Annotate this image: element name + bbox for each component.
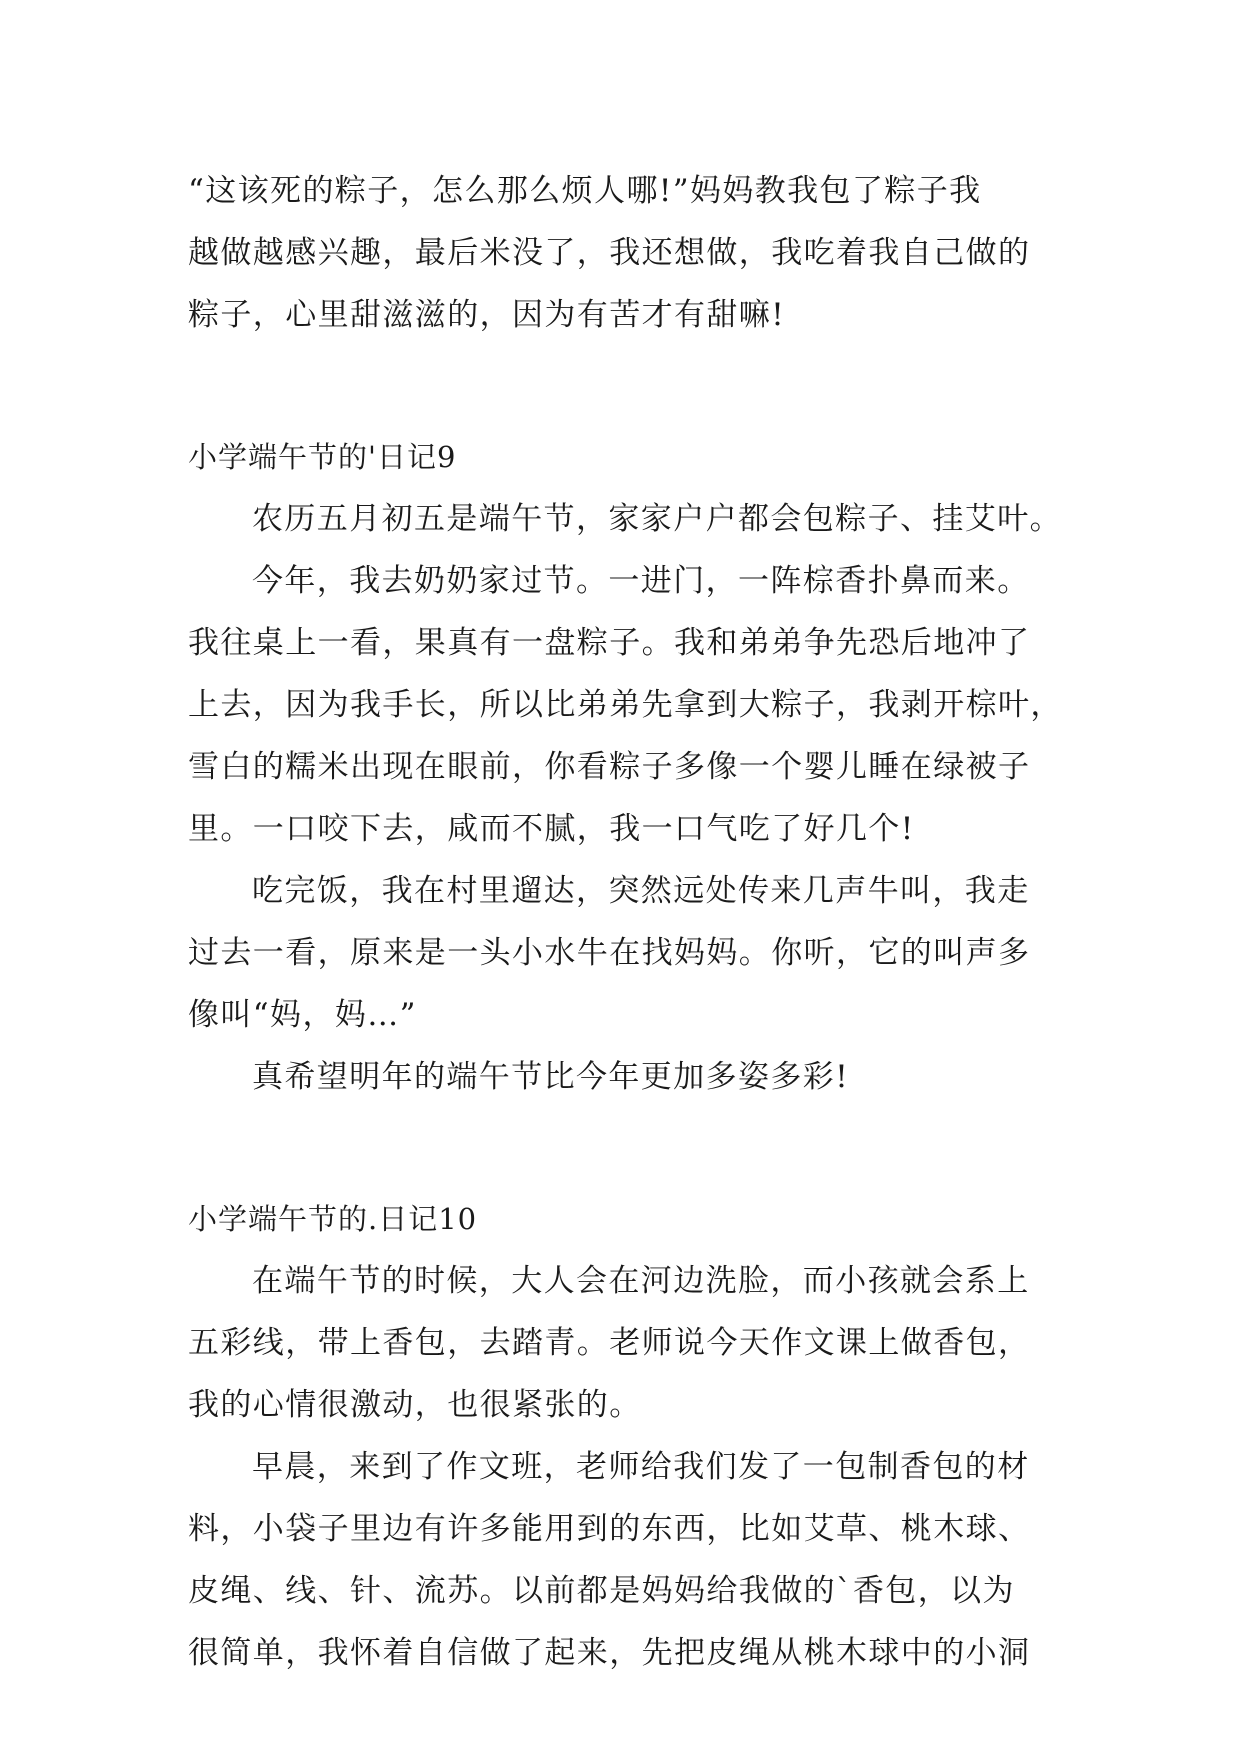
text-line: 今年，我去奶奶家过节。一进门，一阵棕香扑鼻而来。 (252, 563, 1030, 599)
diary-9-paragraph-4 (188, 1046, 1068, 1108)
text-line: 真希望明年的端午节比今年更加多姿多彩! (252, 1059, 850, 1095)
text-line: 上去，因为我手长，所以比弟弟先拿到大粽子，我剥开棕叶， (188, 687, 1063, 723)
diary-10-paragraph-1 (188, 1250, 1068, 1436)
text-line: 在端午节的时候，大人会在河边洗脸，而小孩就会系上 (252, 1263, 1030, 1299)
text-line: 五彩线，带上香包，去踏青。老师说今天作文课上做香包， (188, 1325, 1031, 1361)
text-line: 我往桌上一看，果真有一盘粽子。我和弟弟争先恐后地冲了 (188, 625, 1031, 661)
text-line: “这该死的粽子，怎么那么烦人哪!”妈妈教我包了粽子我 (188, 173, 982, 209)
text-line: 早晨，来到了作文班，老师给我们发了一包制香包的材 (252, 1449, 1030, 1485)
diary-9-paragraph-2 (188, 550, 1068, 860)
text-line: 里。一口咬下去，咸而不腻，我一口气吃了好几个! (188, 811, 915, 847)
diary-10-title: 小学端午节的.日记10 (188, 1202, 478, 1236)
text-line: 皮绳、线、针、流苏。以前都是妈妈给我做的`香包，以为 (188, 1573, 1015, 1609)
diary-9-paragraph-1 (188, 488, 1068, 550)
text-line: 农历五月初五是端午节，家家户户都会包粽子、挂艾叶。 (252, 501, 1062, 537)
text-line: 像叫“妈，妈…” (188, 997, 417, 1033)
text-line: 粽子，心里甜滋滋的，因为有苦才有甜嘛! (188, 297, 786, 333)
text-line: 越做越感兴趣，最后米没了，我还想做，我吃着我自己做的 (188, 235, 1031, 271)
text-line: 我的心情很激动，也很紧张的。 (188, 1387, 642, 1423)
text-line: 过去一看，原来是一头小水牛在找妈妈。你听，它的叫声多 (188, 935, 1031, 971)
text-line: 料，小袋子里边有许多能用到的东西，比如艾草、桃木球、 (188, 1511, 1031, 1547)
intro-paragraph (188, 160, 1068, 346)
diary-9-section (188, 426, 1068, 1108)
diary-10-section (188, 1188, 1068, 1684)
section-gap (188, 1108, 1068, 1188)
document-body (188, 160, 1068, 1684)
text-line: 很简单，我怀着自信做了起来，先把皮绳从桃木球中的小洞 (188, 1635, 1031, 1671)
diary-9-title: 小学端午节的'日记9 (188, 440, 457, 474)
text-line: 雪白的糯米出现在眼前，你看粽子多像一个婴儿睡在绿被子 (188, 749, 1031, 785)
section-gap (188, 346, 1068, 426)
text-line: 吃完饭，我在村里遛达，突然远处传来几声牛叫，我走 (252, 873, 1030, 909)
diary-10-paragraph-2 (188, 1436, 1068, 1684)
diary-9-paragraph-3 (188, 860, 1068, 1046)
